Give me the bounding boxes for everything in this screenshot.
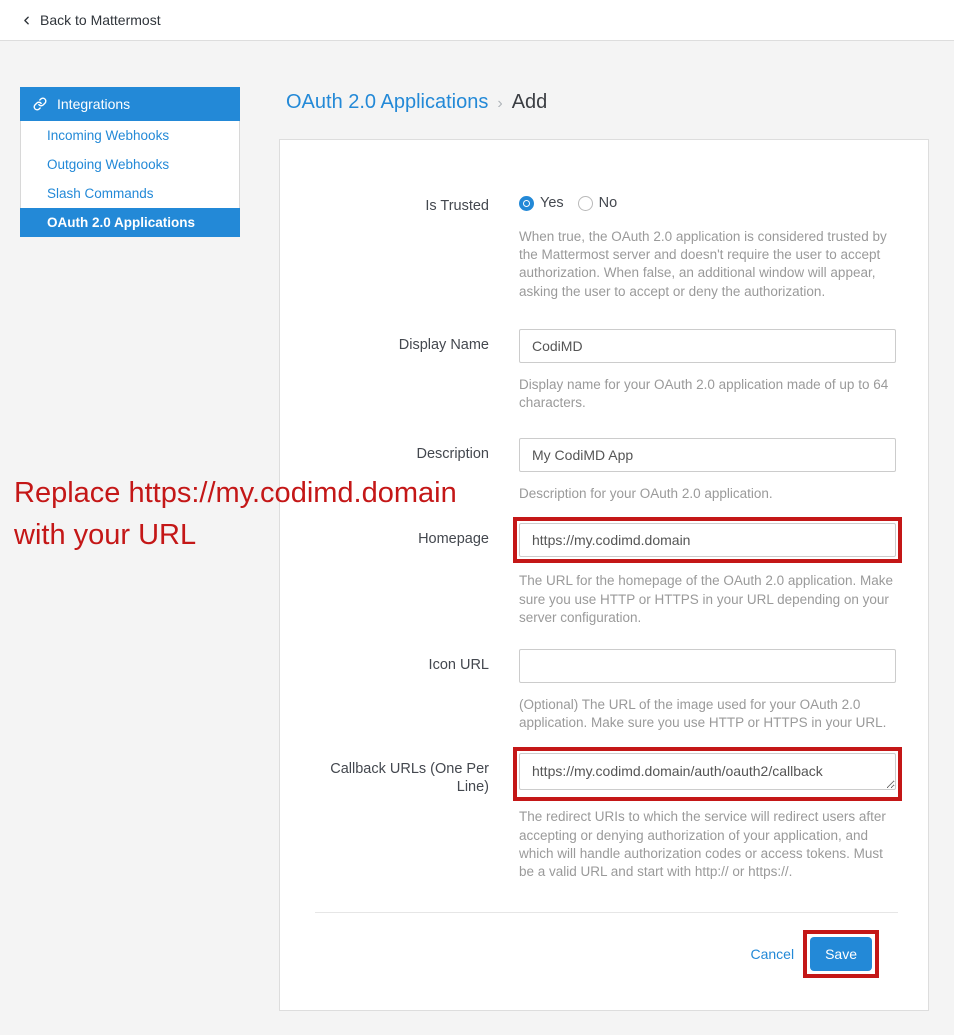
description-input[interactable]: [519, 438, 896, 472]
radio-no-label: No: [598, 195, 618, 211]
callback-urls-help: The redirect URIs to which the service will redirect users after accepting or denying authorization of your application, and which will handle authorization codes or access tokens. Must be a valid URL and start with http:// or https://.: [519, 809, 886, 880]
homepage-label: Homepage: [418, 531, 489, 548]
sidebar-item-incoming-webhooks[interactable]: [21, 121, 239, 150]
breadcrumb-parent-link[interactable]: OAuth 2.0 Applications: [286, 91, 489, 113]
sidebar-item-outgoing-webhooks[interactable]: [21, 150, 239, 179]
sidebar-section-integrations[interactable]: [20, 87, 240, 121]
sidebar-item-oauth-applications[interactable]: [20, 208, 240, 237]
icon-url-label: Icon URL: [428, 657, 489, 674]
callback-urls-textarea[interactable]: [519, 753, 896, 790]
annotation-line-1: Replace https://my.codimd.domain: [14, 477, 457, 509]
chevron-left-icon: [20, 14, 33, 27]
breadcrumb: [286, 91, 547, 114]
form-row-callback-urls: [315, 753, 898, 881]
footer-divider: [315, 912, 898, 913]
page-title: Add: [511, 91, 548, 113]
back-to-mattermost-link[interactable]: [20, 12, 161, 28]
red-highlight-box-save: [803, 930, 879, 978]
sidebar-item-label: Slash Commands: [47, 186, 154, 201]
red-highlight-box-callback: [513, 747, 902, 801]
sidebar-section-label: Integrations: [57, 96, 131, 112]
display-name-input[interactable]: [519, 329, 896, 363]
radio-yes-label: Yes: [540, 195, 564, 211]
form-row-display-name: [315, 329, 898, 412]
radio-unselected-icon[interactable]: [578, 196, 593, 211]
is-trusted-option-yes[interactable]: [519, 195, 564, 211]
description-help: Description for your OAuth 2.0 application.: [519, 486, 773, 502]
homepage-input[interactable]: [519, 523, 896, 557]
red-highlight-box-homepage: [513, 517, 902, 563]
is-trusted-option-no[interactable]: [578, 195, 618, 211]
is-trusted-radio-group: [519, 190, 896, 211]
form-row-is-trusted: [315, 190, 898, 301]
icon-url-help: (Optional) The URL of the image used for your OAuth 2.0 application. Make sure you use HTTP or HTTPS in your URL.: [519, 697, 887, 731]
description-label: Description: [416, 446, 489, 463]
sidebar-item-label: Outgoing Webhooks: [47, 157, 170, 172]
top-bar: [0, 0, 954, 41]
oauth-add-form-panel: [279, 139, 929, 1011]
annotation-line-2: with your URL: [14, 519, 197, 551]
form-row-icon-url: [315, 649, 898, 732]
icon-url-input[interactable]: [519, 649, 896, 683]
save-button[interactable]: Save: [810, 937, 872, 971]
form-row-description: [315, 438, 898, 503]
sidebar-item-label: Incoming Webhooks: [47, 128, 170, 143]
display-name-help: Display name for your OAuth 2.0 application made of up to 64 characters.: [519, 376, 889, 411]
admin-sidebar: [20, 87, 240, 237]
is-trusted-label: Is Trusted: [425, 198, 489, 214]
breadcrumb-separator: ›: [497, 95, 503, 112]
display-name-label: Display Name: [398, 336, 489, 353]
cancel-button[interactable]: Cancel: [750, 946, 795, 963]
form-footer: [315, 937, 898, 971]
callback-urls-label: Callback URLs (One Per Line): [330, 761, 489, 796]
sidebar-item-slash-commands[interactable]: [21, 179, 239, 208]
radio-selected-icon[interactable]: [519, 196, 534, 211]
back-link-label: Back to Mattermost: [40, 12, 161, 28]
is-trusted-help: When true, the OAuth 2.0 application is considered trusted by the Mattermost server and doesn't require the user to accept authorization. When false, an additional window will appear, asking the user to accept or deny the authorization.: [519, 229, 887, 299]
link-icon: [33, 97, 47, 111]
form-row-homepage: [315, 523, 898, 627]
homepage-help: The URL for the homepage of the OAuth 2.0 application. Make sure you use HTTP or HTTPS in your URL depending on your server configuration.: [519, 573, 893, 625]
sidebar-item-label: OAuth 2.0 Applications: [47, 215, 196, 230]
